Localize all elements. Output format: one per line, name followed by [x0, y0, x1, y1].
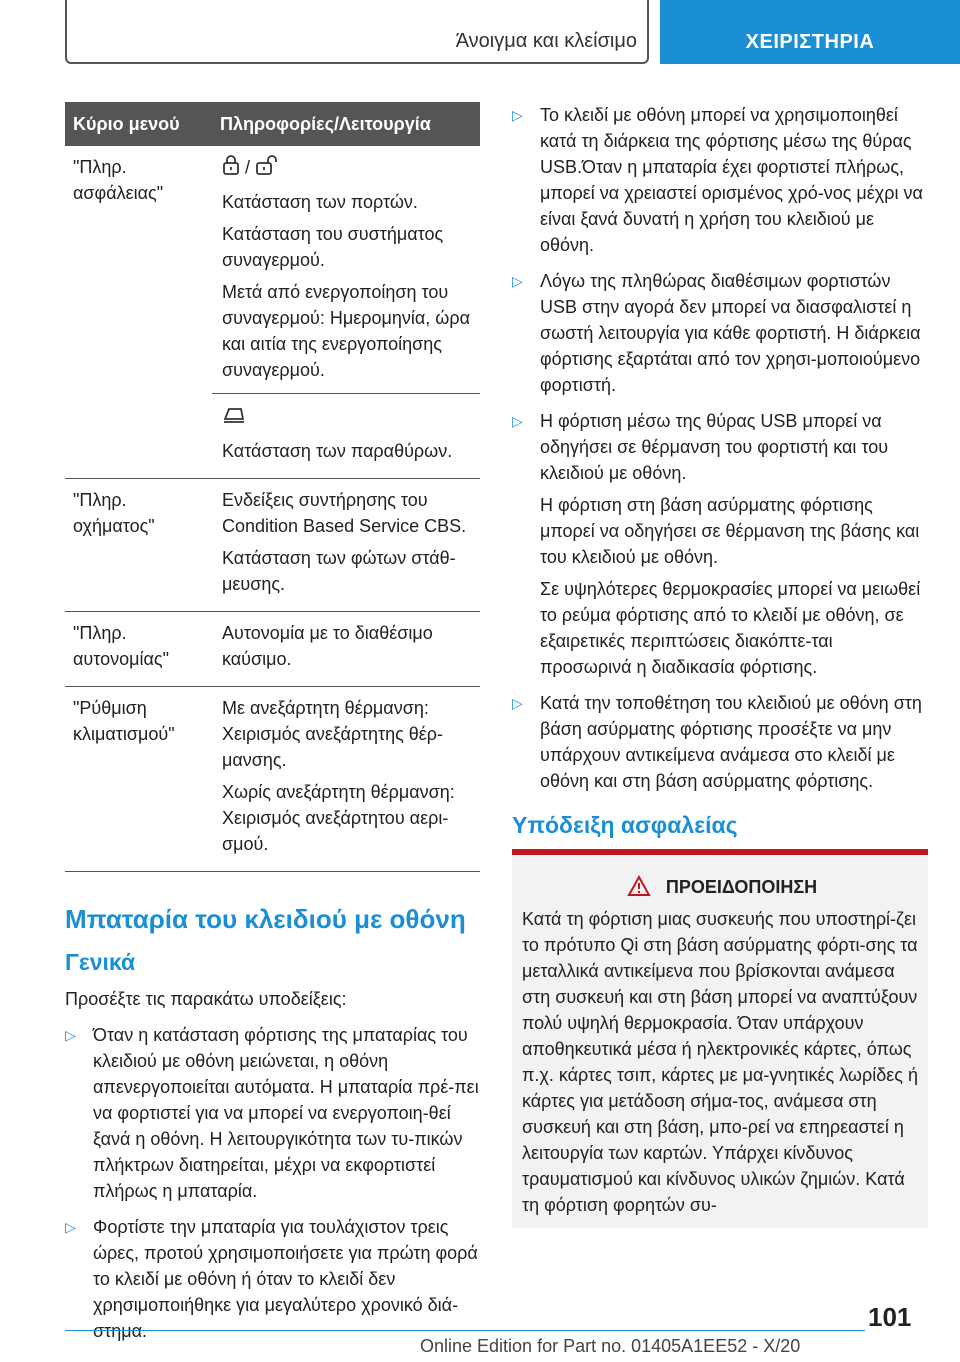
icon-separator: /: [245, 157, 251, 178]
cell-text: Μετά από ενεργοποίηση του συναγερμού: Ημερομηνία, ώρα και αιτία της ενεργοποίησης συναγερμού.: [222, 282, 470, 380]
warning-heading: [522, 875, 922, 902]
cell-text: Κατάσταση των πορτών.: [222, 192, 418, 212]
list-item: [512, 408, 928, 680]
triangle-bullet-icon: ▷: [65, 1218, 76, 1235]
list-item-text: Η φόρτιση στη βάση ασύρματης φόρτισης μπορεί να οδηγήσει σε θέρμανση της βάσης και του κλειδιού με οθόνη.: [540, 495, 920, 567]
table-row: [65, 146, 480, 478]
row-label: "Πληρ. ασφάλειας": [65, 146, 212, 478]
inner-divider: [212, 393, 480, 394]
list-item-text: Λόγω της πληθώρας διαθέσιμων φορτιστών USB στην αγορά δεν μπορεί να διασφαλιστεί η σωστή λειτουργία για κάθε φορτιστή. Η διάρκεια φόρτισης εξαρτάται από τον χρησι-μοποιούμενο φορτιστή.: [540, 271, 921, 395]
cell-text: Αυτονομία με το διαθέσιμο καύσιμο.: [222, 622, 433, 669]
window-icon-wrap: [222, 404, 472, 432]
right-bullet-list: [512, 102, 928, 794]
cell-text: Κατάσταση των φώτων στάθ-μευσης.: [222, 547, 456, 594]
left-bullet-list: [65, 1022, 480, 1344]
page-number: 101: [868, 1302, 912, 1332]
row-label: "Ρύθμιση κλιματισμού": [65, 686, 212, 871]
triangle-bullet-icon: ▷: [512, 413, 523, 429]
triangle-bullet-icon: ▷: [512, 107, 523, 123]
row-label: "Πληρ. οχήματος": [65, 478, 212, 611]
list-item: [65, 1214, 480, 1344]
left-column: [65, 102, 480, 1354]
cell-text: Κατάσταση του συστήματος συναγερμού.: [222, 224, 444, 270]
right-column: [512, 102, 928, 1228]
row-label: "Πληρ. αυτονομίας": [65, 611, 212, 686]
list-item-text: Σε υψηλότερες θερμοκρασίες μπορεί να μειωθεί το ρεύμα φόρτισης από το κλειδί με οθόνη, σε εξαιρετικές περιπτώσεις διακόπτε-ται προσωρινά η διαδικασία φόρτισης.: [540, 579, 921, 677]
table-row: [65, 611, 480, 686]
cell-text: Χωρίς ανεξάρτητη θέρμανση: Χειρισμός ανεξάρτητου αερι-σμού.: [222, 781, 455, 854]
cell-text: Με ανεξάρτητη θέρμανση: Χειρισμός ανεξάρτητης θέρ-μανσης.: [222, 697, 444, 770]
car-window-icon: [222, 405, 246, 432]
list-item-text: Φορτίστε την μπαταρία για τουλάχιστον τρεις ώρες, προτού χρησιμοποιήσετε για πρώτη φορά το κλειδί με οθόνη ή όταν το κλειδί δεν χρησιμοποιήθηκε για μεγαλύτερο χρονικό διά-στημα.: [93, 1216, 478, 1341]
triangle-bullet-icon: ▷: [512, 695, 523, 711]
lock-closed-icon: [222, 154, 240, 183]
section-subtitle: Γενικά: [65, 948, 136, 975]
section-title: Μπαταρία του κλειδιού με οθόνη: [65, 903, 466, 934]
triangle-bullet-icon: ▷: [512, 273, 523, 289]
list-item: [65, 1022, 480, 1204]
list-item: [512, 102, 928, 258]
safety-title: Υπόδειξη ασφαλείας: [512, 812, 738, 838]
list-item-text: Το κλειδί με οθόνη μπορεί να χρησιμοποιηθεί κατά τη διάρκεια της φόρτισης μέσω της θύρας USB.Όταν η μπαταρία έχει φορτιστεί πλήρως, μπορεί να χρειαστεί ορισμένος χρό-νος μέχρι να είναι ξανά δυνατή η χρήση του κλειδιού με οθόνη.: [540, 105, 923, 255]
warning-label: ΠΡΟΕΙΔΟΠΟΙΗΣΗ: [665, 877, 818, 898]
intro-text: Προσέξτε τις παρακάτω υποδείξεις:: [65, 988, 347, 1009]
list-item-text: Κατά την τοποθέτηση του κλειδιού με οθόνη στη βάση ασύρματης φόρτισης προσέξτε να μην υπάρχουν αντικείμενα ανάμεσα στο κλειδί με οθόνη και στη βάση ασύρματης φόρτισης.: [540, 693, 922, 791]
header-chapter-tab[interactable]: ΧΕΙΡΙΣΤΗΡΙΑ: [660, 0, 960, 64]
list-item-text: Όταν η κατάσταση φόρτισης της μπαταρίας του κλειδιού με οθόνη μειώνεται, η οθόνη απενεργοποιείται αυτόματα. Η μπαταρία πρέ-πει να φορτιστεί για να μπορεί να ενεργοποιη-θεί ξανά η οθόνη. Η λειτουργικότητα των τυ-πικών πλήκτρων διατηρείται, μέχρι να εκφορτιστεί πλήρως η μπαταρία.: [93, 1024, 479, 1201]
info-table: [65, 102, 480, 872]
warning-triangle-icon: [627, 875, 651, 902]
table-header-main-menu: Κύριο μενού: [65, 102, 212, 146]
triangle-bullet-icon: ▷: [65, 1026, 76, 1043]
table-row: [65, 478, 480, 611]
cell-text: Κατάσταση των παραθύρων.: [222, 440, 453, 461]
warning-text: Κατά τη φόρτιση μιας συσκευής που υποστηρί-ζει το πρότυπο Qi στη βάση ασύρματης φόρτι-σης τα μεταλλικά αντικείμενα που βρίσκονται ανάμεσα στη συσκευή και στη βάση μπορεί να αναπτύξουν πολύ υψηλή θερμοκρασία. Όταν υπάρχουν αποθηκευτικά μέσα ή ηλεκτρονικές κάρτες, όπως π.χ. κάρτες τσιπ, κάρτες με μα-γνητικές λωρίδες ή κάρτες για μετάδοση σήμα-τος, ανάμεσα στη συσκευή και στη βάση, μπο-ρεί να επηρεαστεί η λειτουργία των καρτών. Υπάρχει κίνδυνος τραυματισμού και κίνδυνος υλικών ζημιών. Κατά τη φόρτιση φορητών συ-: [522, 909, 918, 1215]
table-row: [65, 686, 480, 871]
header-title: Άνοιγμα και κλείσιμο: [455, 30, 637, 52]
warning-box: [512, 849, 928, 1228]
footer-divider: [65, 1330, 865, 1331]
list-item-text: Η φόρτιση μέσω της θύρας USB μπορεί να οδηγήσει σε θέρμανση του φορτιστή και του κλειδιού με οθόνη.: [540, 411, 889, 483]
door-icons: [222, 154, 472, 183]
list-item: [512, 690, 928, 794]
footer-edition-text: Online Edition for Part no. 01405A1EE52 - X/20: [420, 1336, 801, 1356]
cell-text: Ενδείξεις συντήρησης του Condition Based Service CBS.: [222, 489, 467, 536]
list-item: [512, 268, 928, 398]
lock-open-icon: [255, 154, 281, 183]
table-header-info: Πληροφορίες/Λειτουργία: [212, 102, 480, 146]
